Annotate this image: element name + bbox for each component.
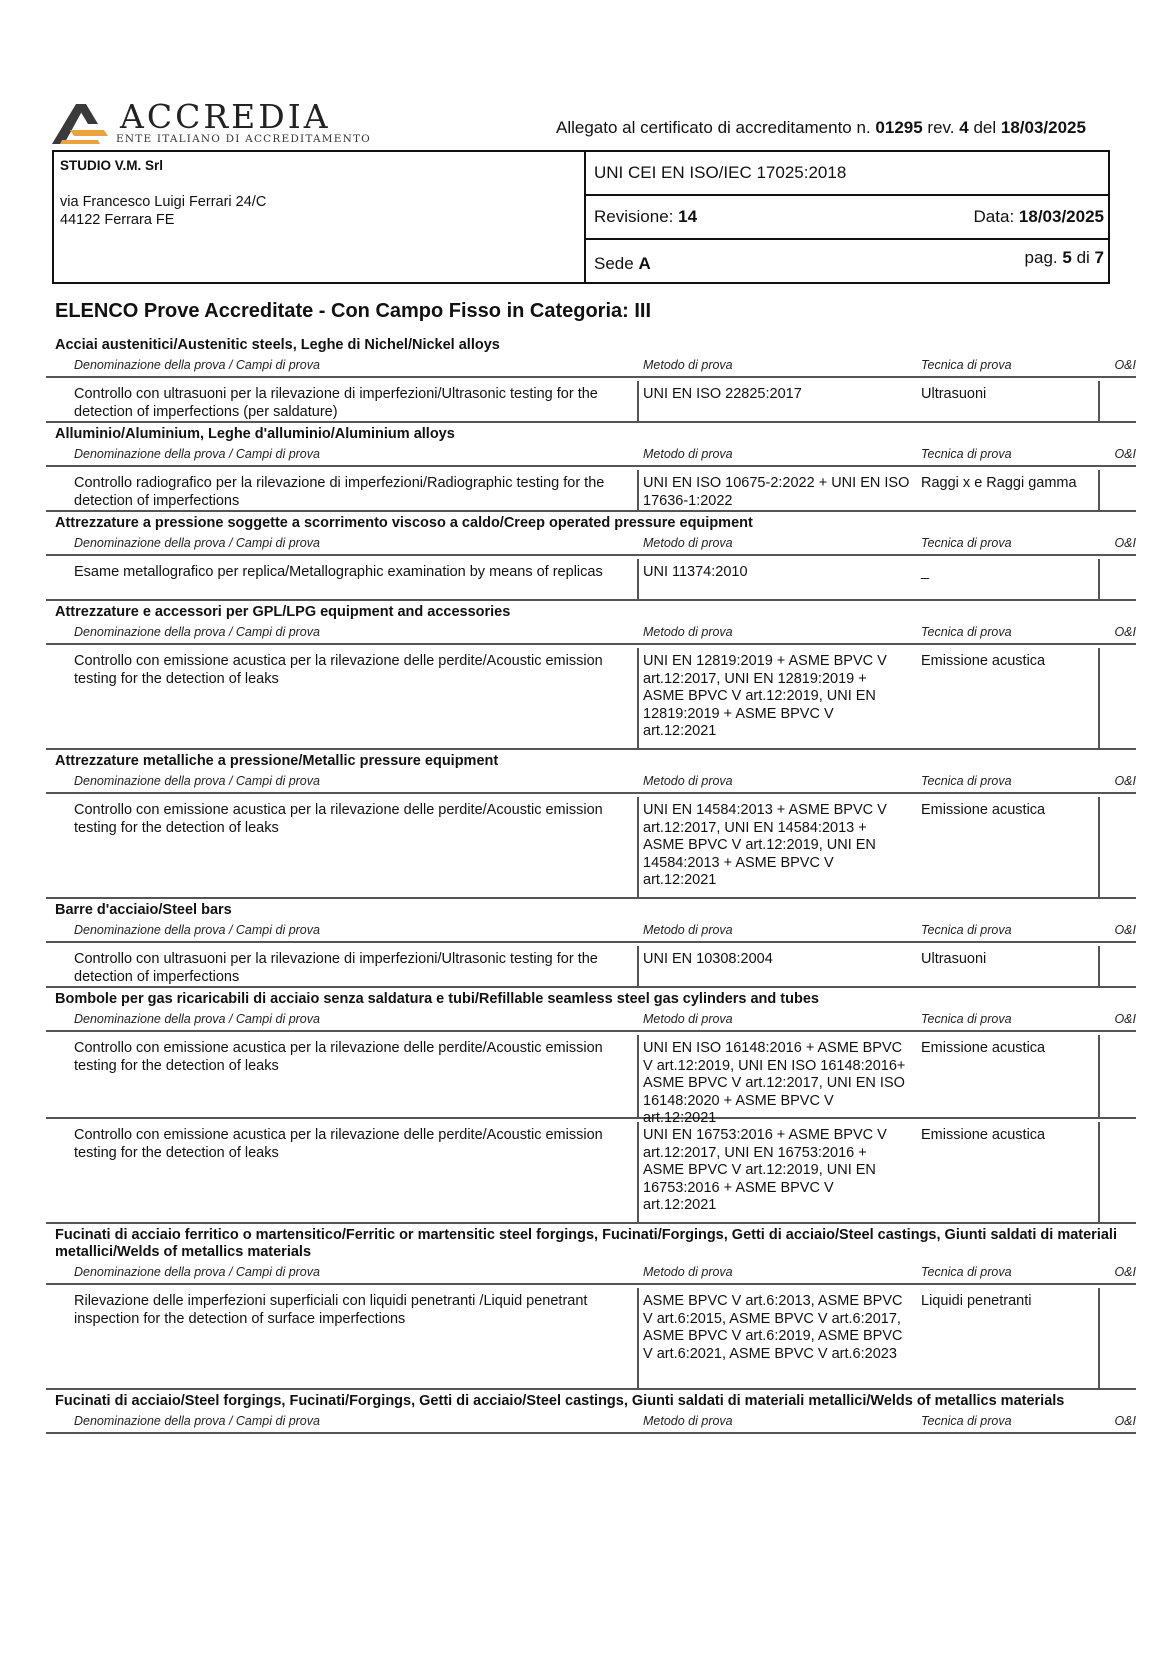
column-header-oi: O&I	[1114, 1414, 1136, 1428]
table-row	[46, 794, 1136, 899]
column-header-tecnica: Tecnica di prova	[921, 1265, 1012, 1279]
column-header	[46, 1008, 1136, 1032]
test-technique: Emissione acustica	[921, 653, 1046, 669]
column-header	[46, 354, 1136, 378]
standard: UNI CEI EN ISO/IEC 17025:2018	[594, 163, 847, 182]
column-header	[46, 532, 1136, 556]
certificate-rev: 4	[959, 118, 969, 137]
column-header-metodo: Metodo di prova	[643, 923, 733, 937]
date-label: del	[973, 118, 997, 137]
test-method: UNI EN ISO 10675-2:2022 + UNI EN ISO 17636-1:2022	[643, 475, 910, 509]
tests-list	[46, 334, 1136, 1434]
table-row	[46, 1119, 1136, 1224]
table-row	[46, 943, 1136, 988]
column-header-prova: Denominazione della prova / Campi di prova	[74, 1265, 320, 1279]
test-method: UNI EN ISO 22825:2017	[643, 386, 802, 402]
column-header-metodo: Metodo di prova	[643, 1414, 733, 1428]
test-name: Esame metallografico per replica/Metallographic examination by means of replicas	[74, 564, 603, 580]
category-title: Barre d'acciaio/Steel bars	[55, 902, 232, 918]
column-header-tecnica: Tecnica di prova	[921, 358, 1012, 372]
test-name: Controllo con emissione acustica per la rilevazione delle perdite/Acoustic emission testing for the detection of leaks	[74, 1127, 603, 1161]
column-header-metodo: Metodo di prova	[643, 447, 733, 461]
column-header-oi: O&I	[1114, 923, 1136, 937]
certificate-prefix: Allegato al certificato di accreditamento n.	[556, 118, 871, 137]
header-box	[52, 150, 1110, 284]
company-address-line2: 44122 Ferrara FE	[60, 212, 175, 228]
column-separator	[637, 946, 639, 986]
column-header-prova: Denominazione della prova / Campi di prova	[74, 923, 320, 937]
column-header-prova: Denominazione della prova / Campi di prova	[74, 625, 320, 639]
test-technique: Emissione acustica	[921, 1127, 1046, 1143]
category-title: Fucinati di acciaio ferritico o martensitico/Ferritic or martensitic steel forgings, Fucinati/Forgings, Getti di acciaio/Steel castings, Giunti saldati di materiali metallici/Welds of metallics materials	[55, 1227, 1117, 1260]
test-technique: Ultrasuoni	[921, 951, 987, 967]
accredia-logo	[52, 97, 371, 148]
table-row	[46, 556, 1136, 601]
column-header-metodo: Metodo di prova	[643, 1012, 733, 1026]
column-separator	[637, 559, 639, 599]
column-separator	[637, 470, 639, 510]
logo-name: ACCREDIA	[120, 97, 331, 136]
sede: Sede A	[594, 254, 651, 273]
column-header-oi: O&I	[1114, 447, 1136, 461]
column-header-prova: Denominazione della prova / Campi di prova	[74, 358, 320, 372]
column-header-prova: Denominazione della prova / Campi di prova	[74, 536, 320, 550]
column-header-prova: Denominazione della prova / Campi di prova	[74, 1012, 320, 1026]
column-header-oi: O&I	[1114, 536, 1136, 550]
certificate-number: 01295	[875, 118, 923, 137]
column-separator	[637, 648, 639, 748]
column-header-metodo: Metodo di prova	[643, 774, 733, 788]
category-title: Attrezzature e accessori per GPL/LPG equipment and accessories	[55, 604, 511, 620]
column-header	[46, 770, 1136, 794]
revision: Revisione: 14	[594, 207, 698, 226]
column-separator	[637, 381, 639, 421]
column-header-prova: Denominazione della prova / Campi di prova	[74, 447, 320, 461]
test-name: Controllo con emissione acustica per la rilevazione delle perdite/Acoustic emission testing for the detection of leaks	[74, 653, 603, 687]
revision-date: Data: 18/03/2025	[973, 207, 1104, 226]
column-header-tecnica: Tecnica di prova	[921, 923, 1012, 937]
company-block	[54, 152, 586, 282]
category-title: Attrezzature metalliche a pressione/Metallic pressure equipment	[55, 753, 499, 769]
category-title: Attrezzature a pressione soggette a scorrimento viscoso a caldo/Creep operated pressure equipment	[55, 515, 753, 531]
test-technique: _	[921, 564, 930, 580]
column-header-oi: O&I	[1114, 774, 1136, 788]
column-header-oi: O&I	[1114, 1265, 1136, 1279]
column-header-tecnica: Tecnica di prova	[921, 625, 1012, 639]
table-row	[46, 1285, 1136, 1390]
column-separator	[637, 797, 639, 897]
column-header	[46, 919, 1136, 943]
column-header-prova: Denominazione della prova / Campi di prova	[74, 1414, 320, 1428]
test-name: Controllo radiografico per la rilevazione di imperfezioni/Radiographic testing for the detection of imperfections	[74, 475, 605, 509]
sede-row	[586, 240, 1110, 284]
test-method: UNI EN 12819:2019 + ASME BPVC V art.12:2017, UNI EN 12819:2019 + ASME BPVC V art.12:2019, UNI EN 12819:2019 + ASME BPVC V art.12:2021	[643, 653, 887, 739]
table-row	[46, 378, 1136, 423]
certificate-reference	[556, 118, 1086, 138]
test-technique: Raggi x e Raggi gamma	[921, 475, 1077, 491]
category-title: Alluminio/Aluminium, Leghe d'alluminio/Aluminium alloys	[55, 426, 455, 442]
test-method: UNI 11374:2010	[643, 564, 748, 580]
category-title: Acciai austenitici/Austenitic steels, Leghe di Nichel/Nickel alloys	[55, 337, 500, 353]
column-separator	[637, 1035, 639, 1117]
column-header-metodo: Metodo di prova	[643, 1265, 733, 1279]
certificate-date: 18/03/2025	[1000, 118, 1086, 137]
revision-row	[586, 196, 1110, 240]
accredia-logo-icon	[52, 100, 118, 148]
column-header	[46, 1261, 1136, 1285]
test-method: UNI EN 10308:2004	[643, 951, 773, 967]
column-header-tecnica: Tecnica di prova	[921, 1414, 1012, 1428]
column-header-oi: O&I	[1114, 1012, 1136, 1026]
column-header-tecnica: Tecnica di prova	[921, 774, 1012, 788]
column-header	[46, 621, 1136, 645]
standard-row	[586, 152, 1110, 196]
page-number: pag. 5 di 7	[1024, 248, 1104, 267]
column-header	[46, 443, 1136, 467]
test-method: UNI EN 14584:2013 + ASME BPVC V art.12:2017, UNI EN 14584:2013 + ASME BPVC V art.12:2019, UNI EN 14584:2013 + ASME BPVC V art.12:2021	[643, 802, 887, 888]
test-method: UNI EN 16753:2016 + ASME BPVC V art.12:2017, UNI EN 16753:2016 + ASME BPVC V art.12:2019, UNI EN 16753:2016 + ASME BPVC V art.12:2021	[643, 1127, 887, 1213]
column-header-oi: O&I	[1114, 625, 1136, 639]
column-header-prova: Denominazione della prova / Campi di prova	[74, 774, 320, 788]
category-title: Fucinati di acciaio/Steel forgings, Fucinati/Forgings, Getti di acciaio/Steel castings, Giunti saldati di materiali metallici/Welds of metallics materials	[55, 1393, 1065, 1409]
test-technique: Emissione acustica	[921, 1040, 1046, 1056]
table-row	[46, 1032, 1136, 1126]
column-header-metodo: Metodo di prova	[643, 625, 733, 639]
test-method: UNI EN ISO 16148:2016 + ASME BPVC V art.12:2019, UNI EN ISO 16148:2016+ ASME BPVC V art.12:2017, UNI EN ISO 16148:2020 + ASME BPVC V art.12:2021	[643, 1040, 906, 1126]
column-header-oi: O&I	[1114, 358, 1136, 372]
logo-subtitle: ENTE ITALIANO DI ACCREDITAMENTO	[116, 133, 371, 145]
company-address-line1: via Francesco Luigi Ferrari 24/C	[60, 194, 267, 210]
test-name: Rilevazione delle imperfezioni superficiali con liquidi penetranti /Liquid penetrant inspection for the detection of surface imperfections	[74, 1293, 588, 1327]
column-header-metodo: Metodo di prova	[643, 536, 733, 550]
table-row	[46, 467, 1136, 512]
test-name: Controllo con emissione acustica per la rilevazione delle perdite/Acoustic emission testing for the detection of leaks	[74, 802, 603, 836]
column-separator	[637, 1288, 639, 1388]
category-title: Bombole per gas ricaricabili di acciaio senza saldatura e tubi/Refillable seamless steel gas cylinders and tubes	[55, 991, 819, 1007]
company-name: STUDIO V.M. Srl	[60, 158, 164, 173]
test-name: Controllo con ultrasuoni per la rilevazione di imperfezioni/Ultrasonic testing for the detection of imperfections (per saldature)	[74, 386, 598, 420]
test-name: Controllo con ultrasuoni per la rilevazione di imperfezioni/Ultrasonic testing for the detection of imperfections	[74, 951, 598, 985]
column-header	[46, 1410, 1136, 1434]
test-technique: Emissione acustica	[921, 802, 1046, 818]
test-method: ASME BPVC V art.6:2013, ASME BPVC V art.6:2015, ASME BPVC V art.6:2017, ASME BPVC V art.6:2019, ASME BPVC V art.6:2021, ASME BPVC V art.6:2023	[643, 1293, 903, 1362]
page-title: ELENCO Prove Accreditate - Con Campo Fisso in Categoria: III	[55, 300, 652, 322]
test-technique: Ultrasuoni	[921, 386, 987, 402]
column-header-tecnica: Tecnica di prova	[921, 536, 1012, 550]
rev-label: rev.	[927, 118, 955, 137]
test-name: Controllo con emissione acustica per la rilevazione delle perdite/Acoustic emission testing for the detection of leaks	[74, 1040, 603, 1074]
column-header-tecnica: Tecnica di prova	[921, 447, 1012, 461]
column-separator	[637, 1122, 639, 1222]
column-header-metodo: Metodo di prova	[643, 358, 733, 372]
column-header-tecnica: Tecnica di prova	[921, 1012, 1012, 1026]
table-row	[46, 645, 1136, 750]
test-technique: Liquidi penetranti	[921, 1293, 1032, 1309]
